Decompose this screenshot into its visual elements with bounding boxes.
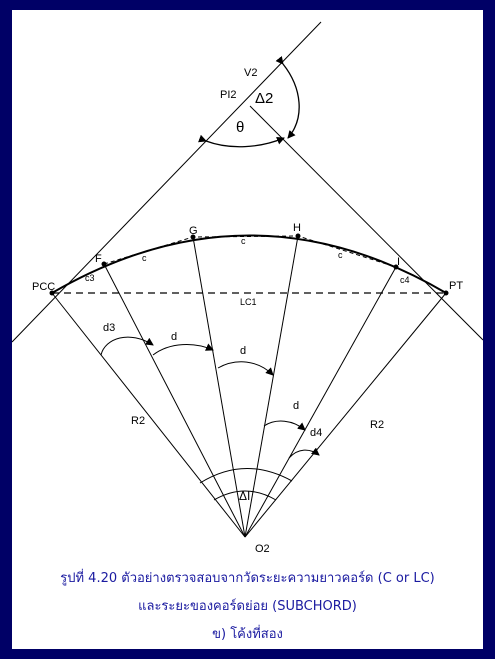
label-chord-1: c: [142, 253, 147, 263]
label-d3: d3: [103, 322, 116, 334]
label-pcc: PCC: [32, 281, 56, 293]
label-i: I: [397, 256, 401, 268]
angle-d-arc-2: [218, 362, 273, 375]
figure-frame: [12, 10, 483, 649]
label-pt: PT: [449, 280, 464, 292]
point-h-dot: [296, 234, 301, 239]
figure-caption-line3: ข) โค้งที่สอง: [212, 627, 283, 642]
point-f-dot: [102, 262, 107, 267]
point-pt-dot: [444, 291, 449, 296]
radius-line-pt: [245, 293, 446, 537]
label-theta: θ: [236, 119, 245, 136]
label-d-1: d: [171, 331, 178, 343]
radius-line-i: [245, 267, 396, 537]
label-c3: c3: [85, 273, 95, 283]
figure-caption-line2: และระยะของคอร์ดย่อย (SUBCHORD): [138, 599, 357, 614]
angle-d3-arc: [101, 337, 153, 355]
label-c4: c4: [400, 275, 410, 285]
label-d-3: d: [293, 400, 300, 412]
label-chord-2: c: [241, 236, 246, 246]
label-d-2: d: [240, 345, 247, 357]
label-r2-right: R2: [370, 419, 385, 431]
label-v2: V2: [244, 67, 258, 79]
forward-tangent-line: [250, 106, 483, 340]
figure-caption-line1: รูปที่ 4.20 ตัวอย่างตรวจสอบจากวัดระยะความยาวคอร์ด (C or LC): [60, 571, 435, 586]
delta2-angle-arc: [283, 64, 299, 138]
label-lc1: LC1: [240, 297, 257, 307]
angle-d-arc-3: [264, 421, 305, 430]
label-r2-left: R2: [131, 415, 146, 427]
label-chord-3: c: [338, 250, 343, 260]
central-angle-arc-outer: [200, 468, 292, 483]
radius-line-pcc: [52, 293, 245, 537]
back-tangent-line: [12, 22, 321, 342]
label-delta1: ΔI: [239, 489, 251, 503]
label-h: H: [293, 222, 301, 234]
label-d4: d4: [310, 427, 323, 439]
theta-angle-arc: [206, 138, 284, 147]
label-g: G: [189, 225, 198, 237]
angle-d-arc-1: [153, 345, 213, 355]
curve-layout-diagram: [12, 10, 483, 570]
radius-line-f: [104, 264, 245, 537]
label-pi2: PI2: [220, 89, 237, 101]
label-delta2: Δ2: [255, 90, 274, 107]
label-o2: O2: [255, 543, 270, 555]
label-f: F: [95, 253, 102, 265]
